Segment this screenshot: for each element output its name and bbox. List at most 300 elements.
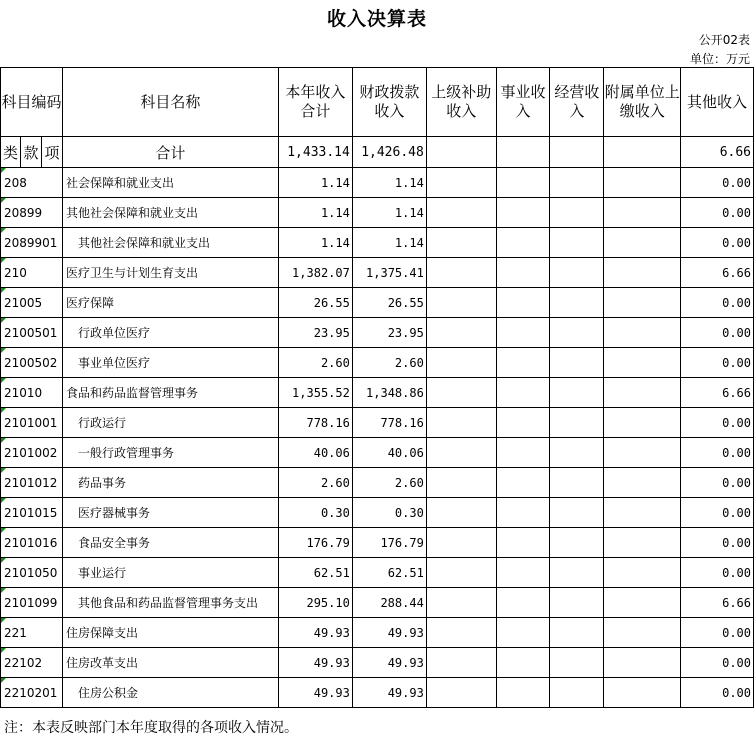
cell-marker-icon — [1, 498, 6, 503]
row-code — [1, 438, 63, 468]
row-code-text: 2100502 — [4, 355, 58, 370]
table-row — [1, 588, 754, 618]
row-other — [681, 288, 754, 318]
row-name — [62, 228, 278, 258]
row-operating — [550, 378, 604, 408]
row-other-text: 0.00 — [722, 325, 751, 340]
row-affiliated — [604, 618, 681, 648]
row-superior — [426, 348, 496, 378]
row-total — [278, 558, 352, 588]
row-fiscal — [352, 168, 426, 198]
row-total — [278, 228, 352, 258]
row-code-text: 2100501 — [4, 325, 58, 340]
row-affiliated — [604, 558, 681, 588]
row-business — [496, 198, 550, 228]
row-affiliated — [604, 528, 681, 558]
table-row — [1, 438, 754, 468]
row-name-text: 事业单位医疗 — [77, 356, 150, 370]
row-affiliated — [604, 408, 681, 438]
row-other — [681, 198, 754, 228]
row-name-text: 其他社会保障和就业支出 — [77, 236, 210, 250]
row-superior — [426, 618, 496, 648]
row-business — [496, 558, 550, 588]
row-fiscal-text: 1.14 — [394, 205, 424, 220]
cell-marker-icon — [1, 168, 6, 173]
row-affiliated — [604, 498, 681, 528]
header-other: 其他收入 — [681, 68, 754, 137]
row-code-text: 208 — [4, 175, 27, 190]
row-name — [62, 648, 278, 678]
row-total-text: 1.14 — [320, 235, 350, 250]
row-operating — [550, 678, 604, 708]
row-other-text: 0.00 — [722, 205, 751, 220]
row-business — [496, 348, 550, 378]
row-business — [496, 678, 550, 708]
cell-marker-icon — [1, 408, 6, 413]
row-total-text: 49.93 — [313, 625, 350, 640]
row-affiliated — [604, 318, 681, 348]
row-code-text: 210 — [4, 265, 27, 280]
row-total-text: 1,382.07 — [292, 265, 350, 280]
row-name — [62, 468, 278, 498]
row-code — [1, 288, 63, 318]
row-fiscal — [352, 258, 426, 288]
row-name-text: 食品和药品监督管理事务 — [65, 386, 198, 400]
row-superior — [426, 588, 496, 618]
row-other-text: 0.00 — [722, 175, 751, 190]
row-affiliated — [604, 378, 681, 408]
header-fiscal: 财政拨款收入 — [352, 68, 426, 137]
total-other: 6.66 — [681, 137, 754, 168]
row-other — [681, 378, 754, 408]
row-other-text: 0.00 — [722, 535, 751, 550]
row-code — [1, 498, 63, 528]
unit-label: 单位：万元 — [689, 52, 750, 66]
header-business: 事业收入 — [496, 68, 550, 137]
table-row — [1, 168, 754, 198]
row-total — [278, 168, 352, 198]
row-total — [278, 348, 352, 378]
row-operating — [550, 168, 604, 198]
row-operating — [550, 288, 604, 318]
row-other — [681, 618, 754, 648]
row-code-text: 2101099 — [4, 595, 58, 610]
cell-marker-icon — [1, 198, 6, 203]
row-fiscal-text: 176.79 — [380, 535, 424, 550]
row-name — [62, 528, 278, 558]
cell-marker-icon — [1, 648, 6, 653]
row-name — [62, 258, 278, 288]
table-row — [1, 558, 754, 588]
total-row — [1, 137, 754, 168]
row-total-text: 62.51 — [313, 565, 350, 580]
cell-marker-icon — [1, 618, 6, 623]
row-business — [496, 168, 550, 198]
sub-header-xiang: 项 — [41, 137, 62, 168]
row-code-text: 22102 — [4, 655, 43, 670]
row-superior — [426, 558, 496, 588]
form-number: 公开02表 — [698, 33, 750, 47]
row-code — [1, 468, 63, 498]
row-fiscal — [352, 438, 426, 468]
header-operating: 经营收入 — [550, 68, 604, 137]
row-superior — [426, 228, 496, 258]
table-row — [1, 258, 754, 288]
table-row — [1, 228, 754, 258]
total-superior — [426, 137, 496, 168]
row-name — [62, 558, 278, 588]
row-fiscal-text: 0.30 — [394, 505, 424, 520]
table-row — [1, 468, 754, 498]
row-code-text: 2101016 — [4, 535, 58, 550]
page-title: 收入决算表 — [326, 8, 427, 30]
row-code-text: 2101001 — [4, 415, 58, 430]
row-affiliated — [604, 348, 681, 378]
row-operating — [550, 618, 604, 648]
row-code-text: 2089901 — [4, 235, 58, 250]
row-fiscal-text: 49.93 — [387, 625, 424, 640]
row-code — [1, 168, 63, 198]
row-fiscal — [352, 288, 426, 318]
row-code-text: 221 — [4, 625, 27, 640]
row-total-text: 49.93 — [313, 655, 350, 670]
row-name-text: 行政运行 — [77, 416, 126, 430]
row-code-text: 2101050 — [4, 565, 58, 580]
row-operating — [550, 348, 604, 378]
row-operating — [550, 558, 604, 588]
row-total-text: 176.79 — [306, 535, 350, 550]
row-code — [1, 558, 63, 588]
row-superior — [426, 198, 496, 228]
total-business — [496, 137, 550, 168]
row-fiscal — [352, 648, 426, 678]
header-row — [1, 68, 754, 137]
row-other-text: 6.66 — [722, 595, 751, 610]
row-other — [681, 258, 754, 288]
sub-header-kuan: 款 — [20, 137, 41, 168]
row-total — [278, 678, 352, 708]
row-name — [62, 318, 278, 348]
row-total-text: 295.10 — [306, 595, 350, 610]
row-code-text: 2101002 — [4, 445, 58, 460]
row-total — [278, 528, 352, 558]
row-total-text: 1.14 — [320, 205, 350, 220]
row-total — [278, 408, 352, 438]
row-code — [1, 378, 63, 408]
row-other — [681, 438, 754, 468]
row-total — [278, 198, 352, 228]
row-total-text: 778.16 — [306, 415, 350, 430]
row-code — [1, 318, 63, 348]
income-table — [0, 67, 754, 708]
row-other-text: 0.00 — [722, 355, 751, 370]
table-row — [1, 288, 754, 318]
header-total: 本年收入合计 — [278, 68, 352, 137]
row-operating — [550, 228, 604, 258]
row-other — [681, 318, 754, 348]
row-code-text: 21010 — [4, 385, 43, 400]
row-superior — [426, 648, 496, 678]
row-name — [62, 438, 278, 468]
row-code-text: 20899 — [4, 205, 43, 220]
row-operating — [550, 408, 604, 438]
row-name-text: 事业运行 — [77, 566, 126, 580]
table-row — [1, 498, 754, 528]
row-total — [278, 648, 352, 678]
row-superior — [426, 378, 496, 408]
cell-marker-icon — [1, 528, 6, 533]
cell-marker-icon — [1, 588, 6, 593]
row-affiliated — [604, 438, 681, 468]
row-name-text: 社会保障和就业支出 — [65, 176, 174, 190]
row-superior — [426, 258, 496, 288]
row-other — [681, 498, 754, 528]
header-name: 科目名称 — [62, 68, 278, 137]
row-other-text: 0.00 — [722, 235, 751, 250]
row-operating — [550, 258, 604, 288]
row-total-text: 23.95 — [313, 325, 350, 340]
row-business — [496, 498, 550, 528]
row-business — [496, 438, 550, 468]
row-operating — [550, 198, 604, 228]
row-business — [496, 528, 550, 558]
row-name-text: 住房公积金 — [77, 686, 138, 700]
row-other-text: 0.00 — [722, 445, 751, 460]
row-affiliated — [604, 288, 681, 318]
row-fiscal — [352, 408, 426, 438]
table-row — [1, 408, 754, 438]
row-other-text: 0.00 — [722, 565, 751, 580]
row-code — [1, 678, 63, 708]
row-other — [681, 648, 754, 678]
row-business — [496, 258, 550, 288]
row-business — [496, 588, 550, 618]
row-other-text: 6.66 — [722, 265, 751, 280]
row-fiscal-text: 40.06 — [387, 445, 424, 460]
row-affiliated — [604, 648, 681, 678]
row-code — [1, 618, 63, 648]
row-operating — [550, 318, 604, 348]
total-affiliated — [604, 137, 681, 168]
row-name-text: 食品安全事务 — [77, 536, 150, 550]
row-code — [1, 588, 63, 618]
row-fiscal — [352, 618, 426, 648]
row-operating — [550, 528, 604, 558]
row-total-text: 1.14 — [320, 175, 350, 190]
row-other — [681, 528, 754, 558]
row-total — [278, 288, 352, 318]
row-fiscal-text: 778.16 — [380, 415, 424, 430]
row-other-text: 6.66 — [722, 385, 751, 400]
row-other — [681, 348, 754, 378]
row-other-text: 0.00 — [722, 295, 751, 310]
row-other — [681, 168, 754, 198]
cell-marker-icon — [1, 468, 6, 473]
row-name-text: 其他食品和药品监督管理事务支出 — [77, 596, 258, 610]
table-row — [1, 348, 754, 378]
cell-marker-icon — [1, 558, 6, 563]
row-affiliated — [604, 678, 681, 708]
row-code — [1, 198, 63, 228]
row-name-text: 住房改革支出 — [65, 656, 138, 670]
row-total — [278, 378, 352, 408]
row-fiscal — [352, 498, 426, 528]
row-affiliated — [604, 198, 681, 228]
row-code — [1, 528, 63, 558]
cell-marker-icon — [1, 228, 6, 233]
table-row — [1, 198, 754, 228]
row-fiscal-text: 1,375.41 — [366, 265, 424, 280]
row-other — [681, 468, 754, 498]
cell-marker-icon — [1, 438, 6, 443]
row-business — [496, 228, 550, 258]
row-name-text: 行政单位医疗 — [77, 326, 150, 340]
row-superior — [426, 468, 496, 498]
row-superior — [426, 318, 496, 348]
cell-marker-icon — [1, 678, 6, 683]
row-total-text: 26.55 — [313, 295, 350, 310]
row-name-text: 医疗保障 — [65, 296, 114, 310]
row-fiscal-text: 1,348.86 — [366, 385, 424, 400]
row-affiliated — [604, 228, 681, 258]
row-total-text: 2.60 — [320, 355, 350, 370]
row-total — [278, 258, 352, 288]
row-name — [62, 498, 278, 528]
row-fiscal-text: 288.44 — [380, 595, 424, 610]
header-affiliated: 附属单位上缴收入 — [604, 68, 681, 137]
row-name — [62, 408, 278, 438]
row-fiscal — [352, 588, 426, 618]
row-name-text: 药品事务 — [77, 476, 126, 490]
row-fiscal-text: 1.14 — [394, 235, 424, 250]
row-other-text: 0.00 — [722, 685, 751, 700]
row-name-text: 一般行政管理事务 — [77, 446, 174, 460]
row-fiscal — [352, 198, 426, 228]
row-name — [62, 198, 278, 228]
row-affiliated — [604, 258, 681, 288]
row-fiscal-text: 1.14 — [394, 175, 424, 190]
row-other-text: 0.00 — [722, 625, 751, 640]
table-row — [1, 528, 754, 558]
row-name-text: 医疗卫生与计划生育支出 — [65, 266, 198, 280]
header-code: 科目编码 — [1, 68, 63, 137]
row-fiscal — [352, 678, 426, 708]
cell-marker-icon — [1, 288, 6, 293]
row-name-text: 其他社会保障和就业支出 — [65, 206, 198, 220]
row-other-text: 0.00 — [722, 475, 751, 490]
row-other — [681, 408, 754, 438]
row-fiscal-text: 49.93 — [387, 655, 424, 670]
row-operating — [550, 588, 604, 618]
row-fiscal — [352, 528, 426, 558]
table-row — [1, 618, 754, 648]
table-row — [1, 378, 754, 408]
row-name — [62, 618, 278, 648]
row-fiscal-text: 23.95 — [387, 325, 424, 340]
row-total — [278, 318, 352, 348]
row-operating — [550, 468, 604, 498]
row-total — [278, 468, 352, 498]
row-business — [496, 288, 550, 318]
row-name — [62, 378, 278, 408]
row-name-text: 住房保障支出 — [65, 626, 138, 640]
row-name — [62, 588, 278, 618]
cell-marker-icon — [1, 318, 6, 323]
row-code — [1, 228, 63, 258]
row-total-text: 2.60 — [320, 475, 350, 490]
row-affiliated — [604, 168, 681, 198]
row-code-text: 2210201 — [4, 685, 58, 700]
row-total — [278, 618, 352, 648]
cell-marker-icon — [1, 348, 6, 353]
row-code — [1, 408, 63, 438]
row-name — [62, 288, 278, 318]
row-superior — [426, 498, 496, 528]
row-other-text: 0.00 — [722, 655, 751, 670]
row-operating — [550, 438, 604, 468]
row-superior — [426, 288, 496, 318]
row-operating — [550, 498, 604, 528]
row-operating — [550, 648, 604, 678]
row-fiscal-text: 26.55 — [387, 295, 424, 310]
row-other — [681, 228, 754, 258]
row-superior — [426, 438, 496, 468]
row-name — [62, 678, 278, 708]
row-fiscal — [352, 318, 426, 348]
row-total — [278, 438, 352, 468]
table-row — [1, 318, 754, 348]
row-total-text: 1,355.52 — [292, 385, 350, 400]
row-business — [496, 618, 550, 648]
row-fiscal — [352, 348, 426, 378]
row-affiliated — [604, 468, 681, 498]
row-total — [278, 588, 352, 618]
row-business — [496, 378, 550, 408]
row-fiscal — [352, 468, 426, 498]
row-total-text: 49.93 — [313, 685, 350, 700]
table-row — [1, 678, 754, 708]
row-fiscal — [352, 378, 426, 408]
row-code — [1, 348, 63, 378]
table-row — [1, 648, 754, 678]
row-code — [1, 648, 63, 678]
row-code-text: 21005 — [4, 295, 43, 310]
total-label: 合计 — [62, 137, 278, 168]
row-other — [681, 678, 754, 708]
row-total — [278, 498, 352, 528]
row-fiscal — [352, 228, 426, 258]
row-fiscal-text: 2.60 — [394, 355, 424, 370]
row-business — [496, 468, 550, 498]
header-superior: 上级补助收入 — [426, 68, 496, 137]
row-business — [496, 318, 550, 348]
row-affiliated — [604, 588, 681, 618]
row-code — [1, 258, 63, 288]
row-other — [681, 588, 754, 618]
row-name-text: 医疗器械事务 — [77, 506, 150, 520]
row-total-text: 0.30 — [320, 505, 350, 520]
footnote: 注：本表反映部门本年度取得的各项收入情况。 — [4, 720, 298, 736]
row-name — [62, 168, 278, 198]
row-superior — [426, 408, 496, 438]
row-fiscal-text: 49.93 — [387, 685, 424, 700]
row-code-text: 2101012 — [4, 475, 58, 490]
row-name — [62, 348, 278, 378]
cell-marker-icon — [1, 258, 6, 263]
row-superior — [426, 678, 496, 708]
row-other-text: 0.00 — [722, 505, 751, 520]
row-code-text: 2101015 — [4, 505, 58, 520]
